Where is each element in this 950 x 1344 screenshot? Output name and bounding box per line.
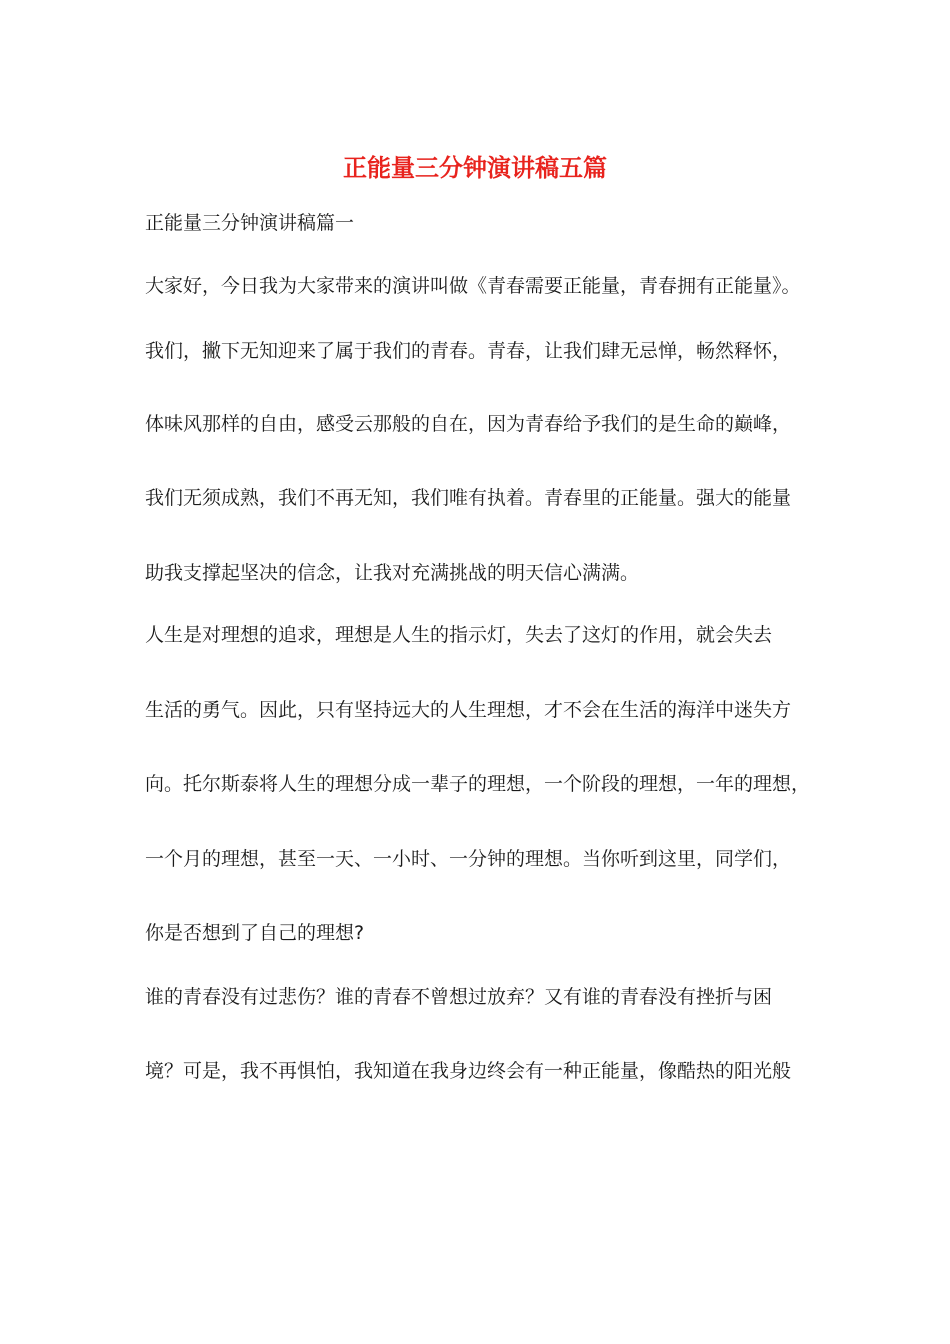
- paragraph-line: 一个月的理想，甚至一天、一小时、一分钟的理想。当你听到这里，同学们，: [145, 848, 792, 870]
- paragraph-line: 体味风那样的自由，感受云那般的自在，因为青春给予我们的是生命的巅峰，: [145, 413, 792, 435]
- paragraph-line: 生活的勇气。因此，只有坚持远大的人生理想，才不会在生活的海洋中迷失方: [145, 699, 792, 721]
- paragraph-line: 我们无须成熟，我们不再无知，我们唯有执着。青春里的正能量。强大的能量: [145, 487, 792, 509]
- section-heading: 正能量三分钟演讲稿篇一: [145, 212, 355, 234]
- paragraph-line: 向。托尔斯泰将人生的理想分成一辈子的理想，一个阶段的理想，一年的理想，: [145, 773, 811, 795]
- paragraph-line: 谁的青春没有过悲伤？谁的青春不曾想过放弃？又有谁的青春没有挫折与困: [145, 986, 773, 1008]
- paragraph-line: 大家好，今日我为大家带来的演讲叫做《青春需要正能量，青春拥有正能量》。: [145, 275, 801, 297]
- paragraph-line: 我们，撇下无知迎来了属于我们的青春。青春，让我们肆无忌惮，畅然释怀，: [145, 340, 792, 362]
- paragraph-line: 助我支撑起坚决的信念，让我对充满挑战的明天信心满满。: [145, 562, 640, 584]
- paragraph-line: 人生是对理想的追求，理想是人生的指示灯，失去了这灯的作用，就会失去: [145, 624, 773, 646]
- paragraph-line: 你是否想到了自己的理想?: [145, 922, 365, 944]
- document-title: 正能量三分钟演讲稿五篇: [343, 153, 607, 182]
- paragraph-line: 境？可是，我不再惧怕，我知道在我身边终会有一种正能量，像酷热的阳光般: [145, 1060, 792, 1082]
